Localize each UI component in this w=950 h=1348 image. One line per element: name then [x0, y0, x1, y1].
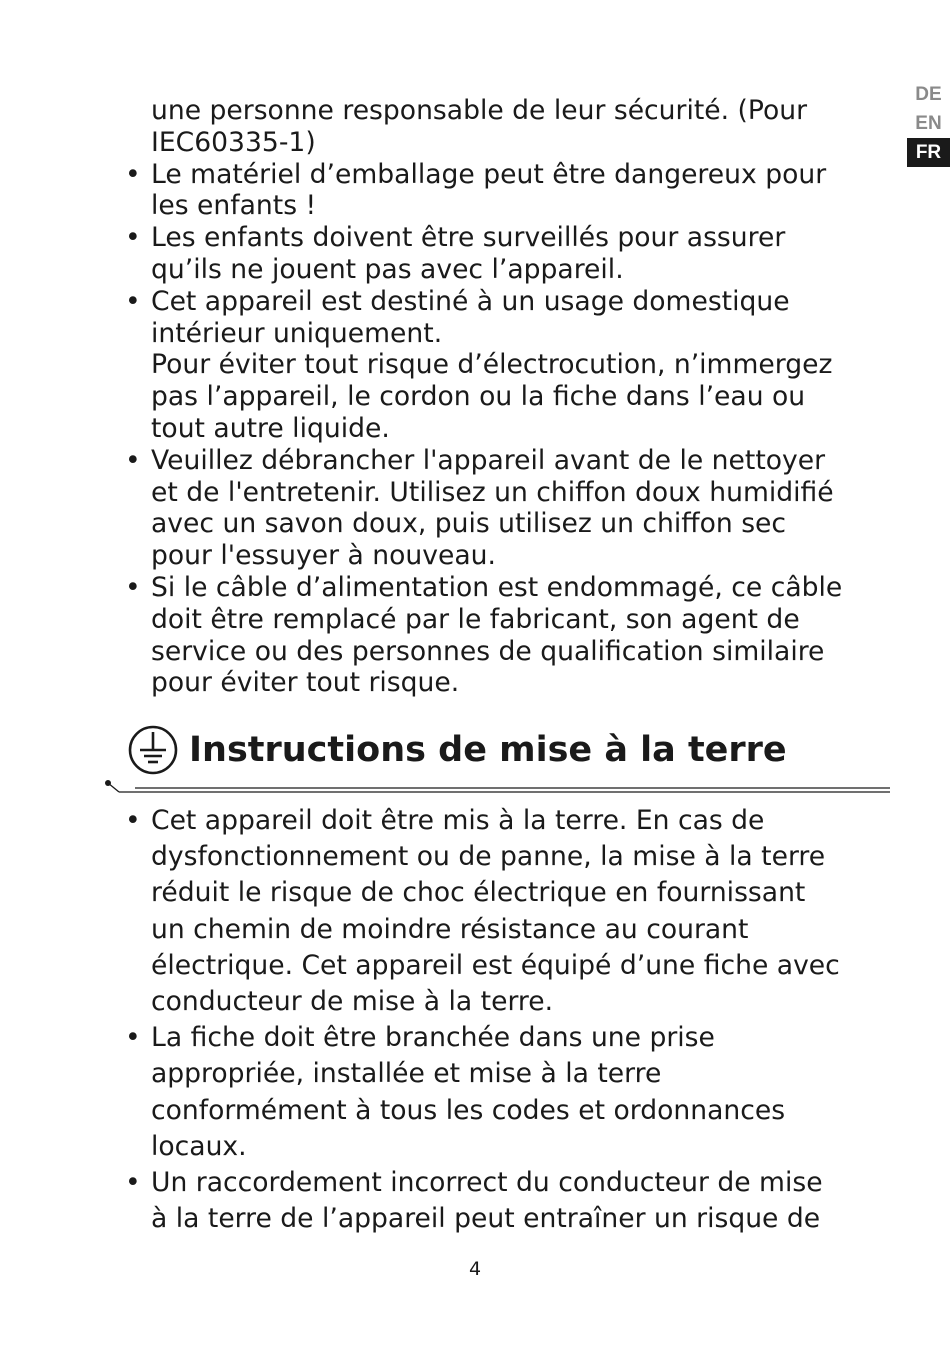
heading-title: Instructions de mise à la terre — [189, 730, 787, 770]
lang-tab-fr[interactable]: FR — [907, 138, 950, 167]
text-line: les enfants ! — [151, 190, 317, 222]
text-line: pour l'essuyer à nouveau. — [151, 540, 496, 572]
list-item — [125, 1020, 895, 1165]
lang-tab-en[interactable]: EN — [915, 113, 942, 134]
text-line: La fiche doit être branchée dans une prise — [151, 1022, 715, 1054]
text-line: intérieur uniquement. — [151, 317, 443, 349]
text-line: réduit le risque de choc électrique en fournissant — [151, 877, 806, 909]
list-item-continued — [125, 95, 895, 159]
lang-tab-de[interactable]: DE — [915, 84, 942, 105]
text-line: service ou des personnes de qualification similaire — [151, 635, 825, 667]
text-line: Cet appareil doit être mis à la terre. En cas de — [151, 805, 765, 836]
bullet-icon: • — [125, 444, 141, 476]
text-line: avec un savon doux, puis utilisez un chiffon sec — [151, 508, 787, 540]
page-number: 4 — [468, 1258, 482, 1280]
bullet-icon: • — [125, 571, 141, 603]
text-line: Pour éviter tout risque d’électrocution, n’immergez — [151, 349, 833, 381]
bullet-icon: • — [125, 285, 141, 317]
list-item — [125, 1165, 895, 1237]
text-line: dysfonctionnement ou de panne, la mise à la terre — [151, 841, 826, 873]
heading-rule — [105, 780, 890, 794]
bullet-icon: • — [125, 222, 141, 254]
text-line: conformément à tous les codes et ordonnances — [151, 1094, 786, 1126]
text-line: et de l'entretenir. Utilisez un chiffon doux humidifié — [151, 476, 834, 508]
text-line: appropriée, installée et mise à la terre — [151, 1058, 662, 1090]
text-line: IEC60335-1) — [151, 126, 316, 158]
text-line: Veuillez débrancher l'appareil avant de le nettoyer — [151, 444, 826, 476]
text-line: pour éviter tout risque. — [151, 667, 460, 699]
text-line: pas l’appareil, le cordon ou la fiche dans l’eau ou — [151, 381, 806, 413]
text-line: électrique. Cet appareil est équipé d’une fiche avec — [151, 949, 840, 981]
bullet-icon: • — [125, 1167, 141, 1199]
text-line: Les enfants doivent être surveillés pour assurer — [151, 222, 786, 254]
text-line: un chemin de moindre résistance au courant — [151, 913, 749, 945]
text-line: doit être remplacé par le fabricant, son agent de — [151, 603, 800, 635]
text-line: conducteur de mise à la terre. — [151, 986, 554, 1018]
text-line: Le matériel d’emballage peut être dangereux pour — [151, 158, 827, 190]
list-item — [125, 803, 895, 1020]
text-line: Si le câble d’alimentation est endommagé, ce câble — [151, 571, 843, 603]
list-item — [125, 286, 895, 445]
text-line: locaux. — [151, 1130, 247, 1162]
bullet-icon: • — [125, 805, 141, 836]
section-heading — [95, 722, 885, 792]
safety-list — [125, 95, 895, 699]
list-item — [125, 159, 895, 223]
bullet-icon: • — [125, 158, 141, 190]
text-line: tout autre liquide. — [151, 412, 390, 444]
list-item — [125, 572, 895, 699]
text-line: qu’ils ne jouent pas avec l’appareil. — [151, 253, 624, 285]
bullet-icon: • — [125, 1022, 141, 1054]
text-line: à la terre de l’appareil peut entraîner un risque de — [151, 1203, 821, 1235]
ground-icon — [128, 725, 178, 775]
list-item — [125, 445, 895, 572]
grounding-list — [125, 803, 895, 1237]
text-line: une personne responsable de leur sécurité. (Pour — [151, 95, 808, 126]
text-line: Un raccordement incorrect du conducteur de mise — [151, 1167, 823, 1199]
list-item — [125, 222, 895, 286]
text-line: Cet appareil est destiné à un usage domestique — [151, 285, 790, 317]
language-tabs — [907, 80, 950, 167]
